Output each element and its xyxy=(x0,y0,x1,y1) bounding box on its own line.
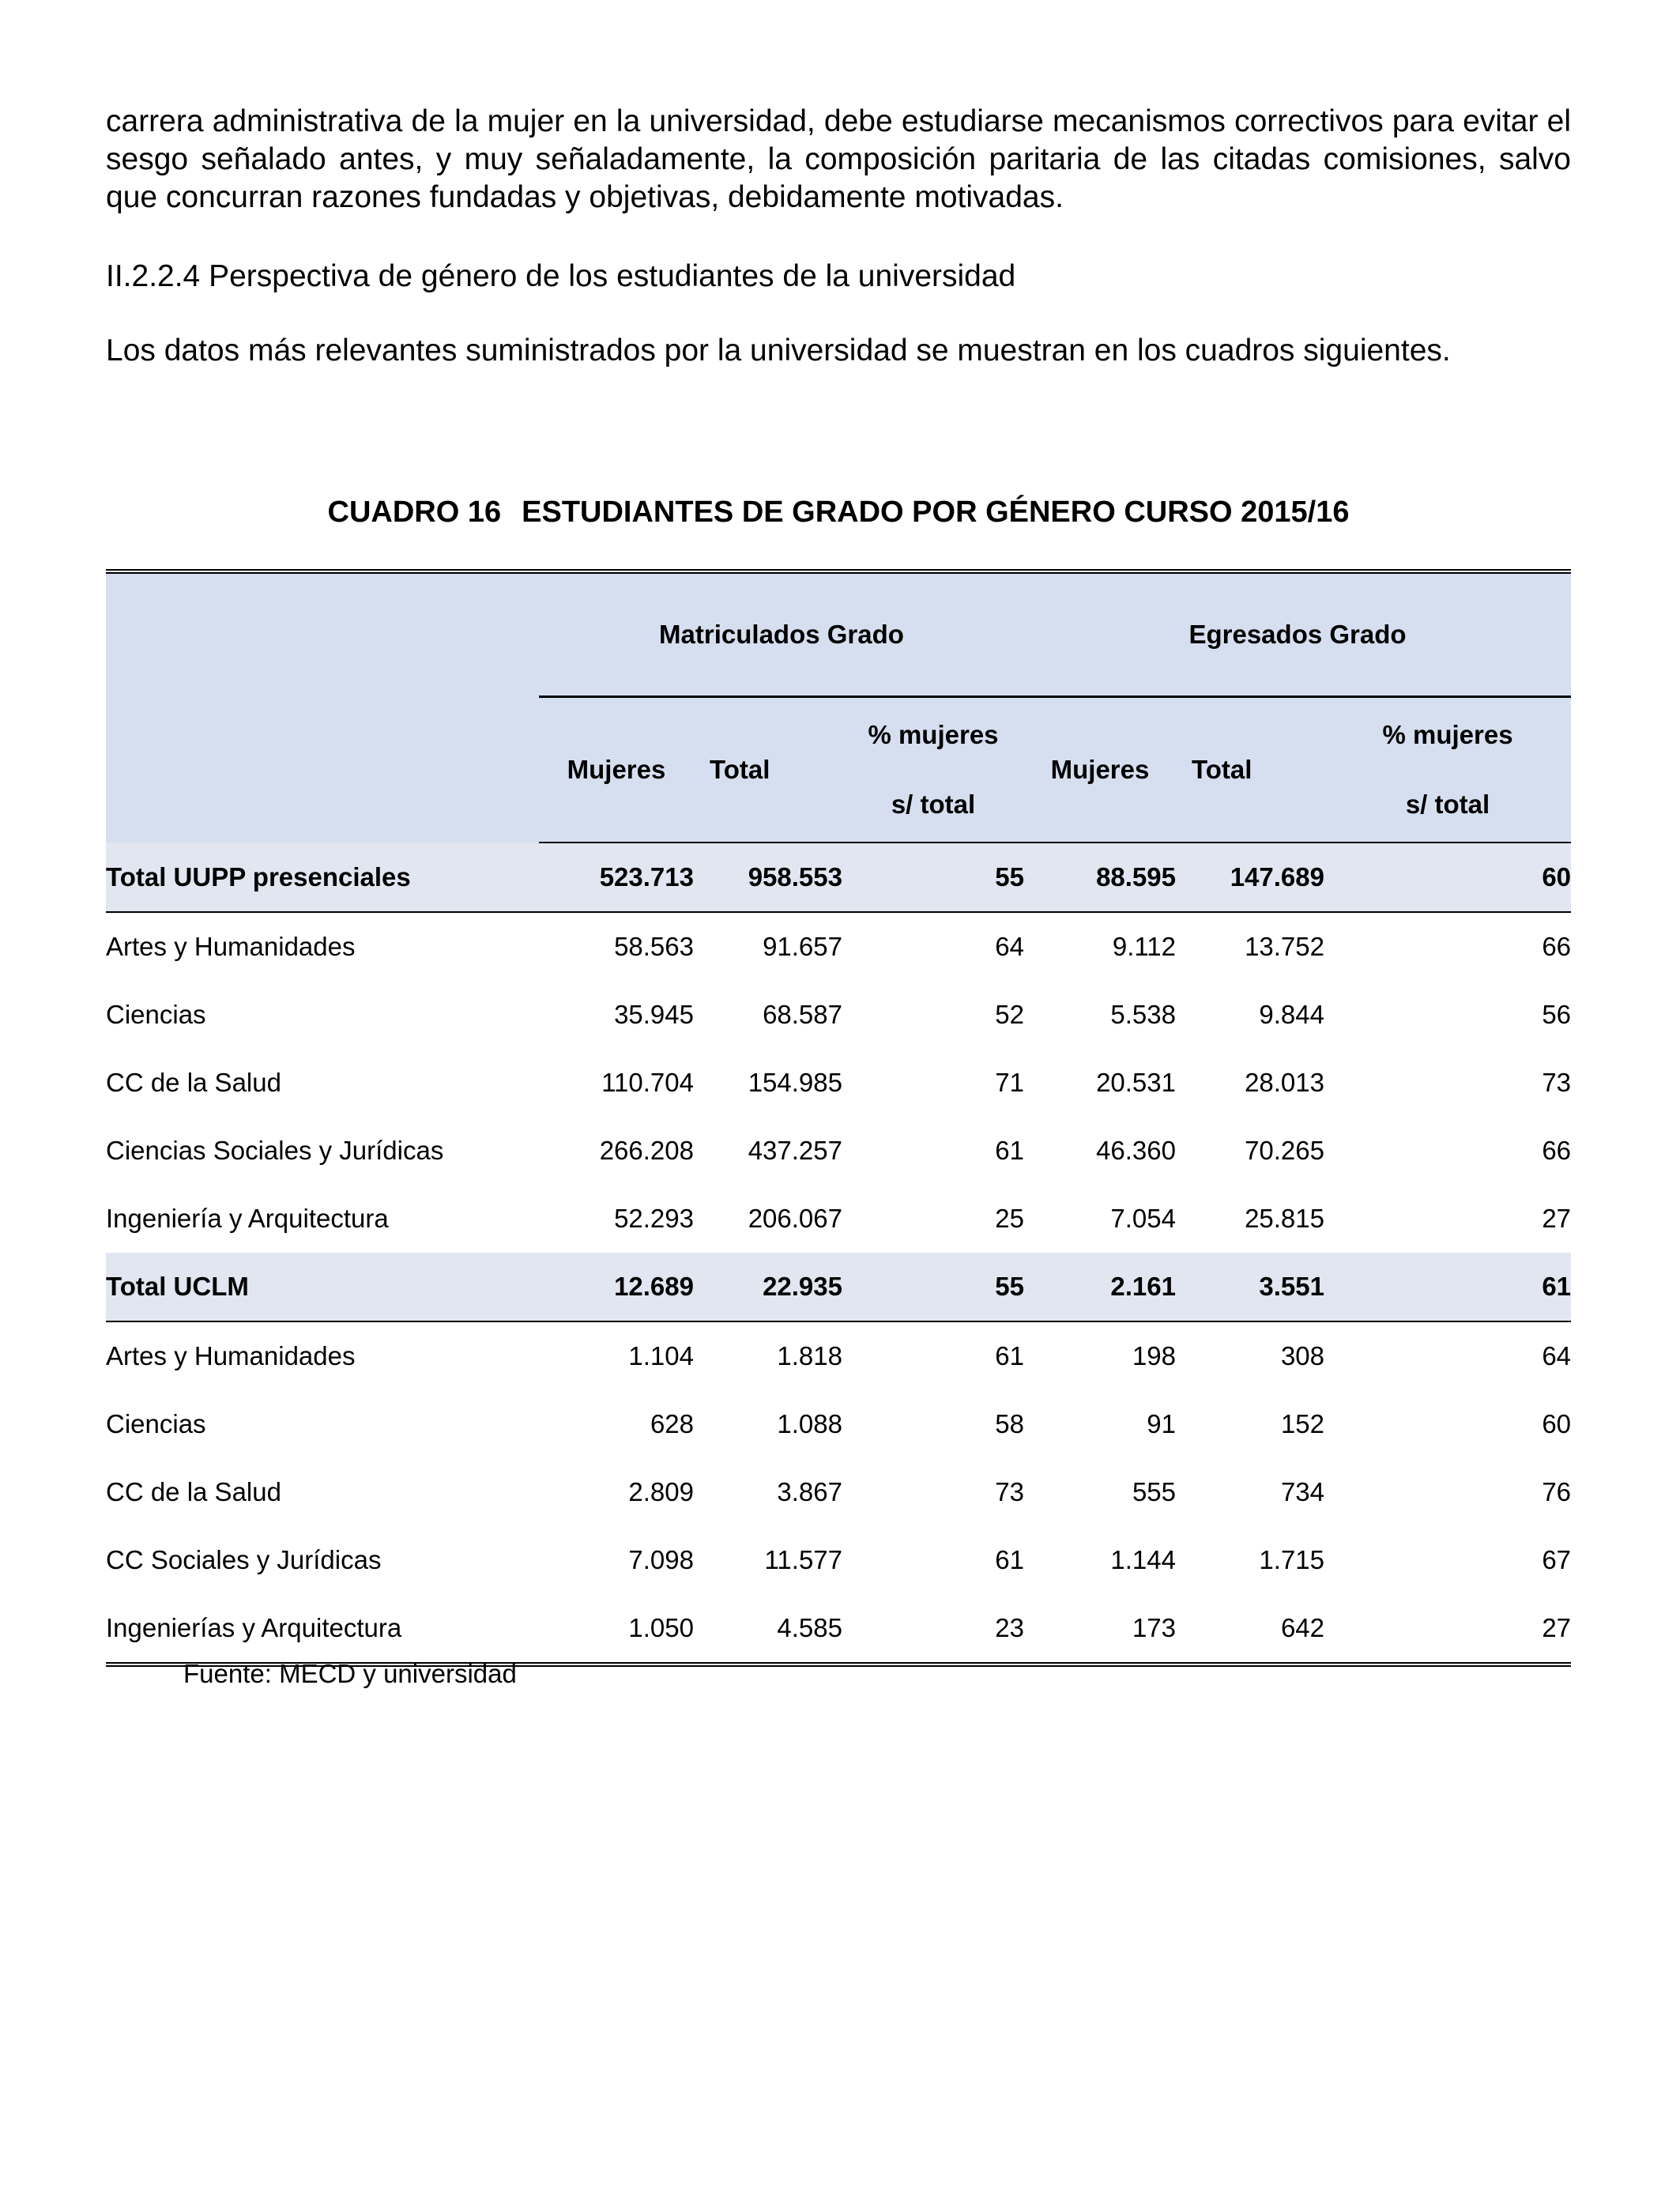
col-header-mujeres: Mujeres xyxy=(1024,697,1176,843)
row-value: 20.531 xyxy=(1096,1068,1176,1097)
row-value: 70.265 xyxy=(1245,1136,1324,1165)
row-value: 734 xyxy=(1280,1477,1324,1506)
table-source: Fuente: MECD y universidad xyxy=(183,1659,517,1688)
row-label: Ingeniería y Arquitectura xyxy=(106,1204,389,1233)
row-value: 52.293 xyxy=(614,1204,694,1233)
row-value: 66 xyxy=(1542,1136,1572,1165)
section-heading: II.2.2.4 Perspectiva de género de los estudiantes de la universidad xyxy=(106,259,1016,293)
row-value: 642 xyxy=(1280,1613,1324,1642)
table-row xyxy=(106,1117,1571,1185)
row-value: 61 xyxy=(995,1545,1024,1574)
row-value: 12.689 xyxy=(539,1253,694,1321)
body-paragraph: Los datos más relevantes suministrados por la universidad se muestran en los cuadros siguientes. xyxy=(106,334,1451,368)
table-row xyxy=(106,1321,1571,1390)
row-label: Ciencias xyxy=(106,1000,206,1029)
row-value: 76 xyxy=(1542,1477,1572,1506)
row-label: Ciencias xyxy=(106,1409,206,1438)
row-value: 308 xyxy=(1280,1341,1324,1370)
row-value: 173 xyxy=(1132,1613,1176,1642)
row-value: 1.715 xyxy=(1259,1545,1324,1574)
row-value: 61 xyxy=(1324,1253,1571,1321)
row-value: 4.585 xyxy=(777,1613,842,1642)
table-body xyxy=(106,843,1571,1664)
table-title xyxy=(106,493,1571,531)
group-header-matriculados: Matriculados Grado xyxy=(539,571,1024,697)
table-row xyxy=(106,1526,1571,1594)
row-value: 198 xyxy=(1132,1341,1176,1370)
row-value: 60 xyxy=(1324,843,1571,912)
table-total-row xyxy=(106,843,1571,912)
row-label: Ciencias Sociales y Jurídicas xyxy=(106,1136,444,1165)
row-value: 35.945 xyxy=(614,1000,694,1029)
row-value: 152 xyxy=(1280,1409,1324,1438)
row-value: 11.577 xyxy=(764,1545,842,1574)
row-value: 91 xyxy=(1147,1409,1176,1438)
row-label: Artes y Humanidades xyxy=(106,932,356,961)
row-value: 1.104 xyxy=(628,1341,694,1370)
row-value: 1.144 xyxy=(1110,1545,1176,1574)
row-value: 88.595 xyxy=(1024,843,1176,912)
row-value: 5.538 xyxy=(1110,1000,1176,1029)
row-value: 68.587 xyxy=(763,1000,842,1029)
table-corner-cell xyxy=(106,571,539,843)
row-value: 28.013 xyxy=(1245,1068,1324,1097)
row-value: 1.088 xyxy=(777,1409,842,1438)
row-value: 52 xyxy=(995,1000,1024,1029)
row-value: 628 xyxy=(650,1409,694,1438)
table-row xyxy=(106,1049,1571,1117)
row-value: 55 xyxy=(842,1253,1024,1321)
row-label: CC de la Salud xyxy=(106,1068,281,1097)
row-value: 3.867 xyxy=(777,1477,842,1506)
row-value: 73 xyxy=(1542,1068,1572,1097)
row-label: Artes y Humanidades xyxy=(106,1341,356,1370)
row-value: 154.985 xyxy=(748,1068,842,1097)
row-value: 64 xyxy=(995,932,1024,961)
row-value: 2.809 xyxy=(628,1477,694,1506)
table-row xyxy=(106,1594,1571,1664)
row-value: 91.657 xyxy=(763,932,842,961)
row-value: 958.553 xyxy=(694,843,842,912)
row-value: 64 xyxy=(1542,1341,1572,1370)
row-value: 147.689 xyxy=(1176,843,1324,912)
row-value: 71 xyxy=(995,1068,1024,1097)
row-value: 73 xyxy=(995,1477,1024,1506)
row-value: 58 xyxy=(995,1409,1024,1438)
row-label: Ingenierías y Arquitectura xyxy=(106,1613,402,1642)
row-value: 9.112 xyxy=(1112,932,1176,961)
row-value: 555 xyxy=(1132,1477,1176,1506)
row-value: 437.257 xyxy=(748,1136,842,1165)
row-value: 58.563 xyxy=(614,932,694,961)
table-row xyxy=(106,912,1571,981)
col-header-total: Total xyxy=(1176,697,1324,843)
table-group-header-row xyxy=(106,571,1571,697)
table-title-text: ESTUDIANTES DE GRADO POR GÉNERO CURSO 2015/16 xyxy=(522,496,1350,529)
row-value: 56 xyxy=(1542,1000,1572,1029)
table-row xyxy=(106,1185,1571,1253)
col-header-mujeres: Mujeres xyxy=(539,697,694,843)
row-value: 1.818 xyxy=(777,1341,842,1370)
col-header-pct-mujeres: % mujeres s/ total xyxy=(1324,697,1571,843)
col-header-total: Total xyxy=(694,697,842,843)
row-value: 110.704 xyxy=(601,1068,694,1097)
row-value: 1.050 xyxy=(628,1613,694,1642)
row-value: 25.815 xyxy=(1245,1204,1324,1233)
row-value: 67 xyxy=(1542,1545,1572,1574)
row-value: 46.360 xyxy=(1096,1136,1176,1165)
table-row xyxy=(106,1390,1571,1458)
table-number: CUADRO 16 xyxy=(327,496,502,529)
row-value: 61 xyxy=(995,1341,1024,1370)
row-label: CC Sociales y Jurídicas xyxy=(106,1545,382,1574)
row-label: CC de la Salud xyxy=(106,1477,281,1506)
row-label: Total UCLM xyxy=(106,1253,539,1321)
row-value: 523.713 xyxy=(539,843,694,912)
row-value: 23 xyxy=(995,1613,1024,1642)
row-value: 22.935 xyxy=(694,1253,842,1321)
table-row xyxy=(106,1458,1571,1526)
row-value: 206.067 xyxy=(748,1204,842,1233)
row-value: 27 xyxy=(1542,1613,1572,1642)
row-value: 66 xyxy=(1542,932,1572,961)
row-value: 7.098 xyxy=(628,1545,694,1574)
intro-paragraph-text: carrera administrativa de la mujer en la universidad, debe estudiarse mecanismos correctivos para evitar el sesgo señalado antes, y muy señaladamente, la composición paritaria de las citadas comisiones, salvo que concurran razones fundadas y objetivas, debidamente motivadas. xyxy=(106,104,1571,214)
table-row xyxy=(106,981,1571,1049)
row-value: 55 xyxy=(842,843,1024,912)
row-value: 61 xyxy=(995,1136,1024,1165)
row-value: 60 xyxy=(1542,1409,1572,1438)
row-value: 2.161 xyxy=(1024,1253,1176,1321)
row-value: 25 xyxy=(995,1204,1024,1233)
students-table xyxy=(106,569,1571,1667)
row-value: 13.752 xyxy=(1245,932,1324,961)
intro-paragraph xyxy=(106,103,1571,217)
row-label: Total UUPP presenciales xyxy=(106,843,539,912)
group-header-egresados: Egresados Grado xyxy=(1024,571,1571,697)
row-value: 27 xyxy=(1542,1204,1572,1233)
row-value: 3.551 xyxy=(1176,1253,1324,1321)
row-value: 7.054 xyxy=(1110,1204,1176,1233)
row-value: 9.844 xyxy=(1259,1000,1324,1029)
col-header-pct-mujeres: % mujeres s/ total xyxy=(842,697,1024,843)
table-total-row xyxy=(106,1253,1571,1321)
row-value: 266.208 xyxy=(599,1136,694,1165)
